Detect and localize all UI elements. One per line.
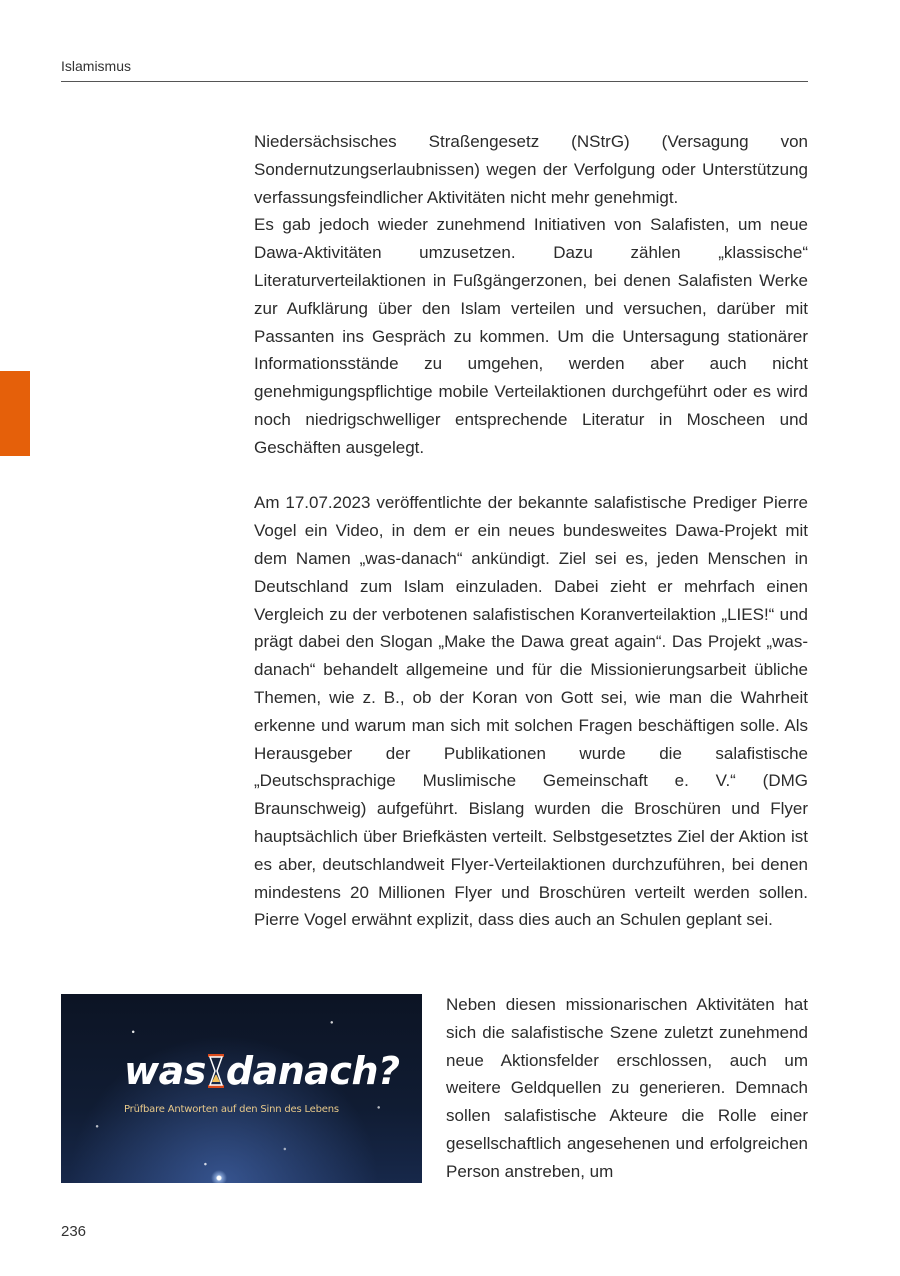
- logo-tagline: Prüfbare Antworten auf den Sinn des Lebens: [124, 1104, 339, 1115]
- star-glow: [211, 1170, 227, 1183]
- paragraph-3: Am 17.07.2023 veröffentlichte der bekannte salafistische Prediger Pierre Vogel ein Video, in dem er ein neues bundesweites Dawa-Projekt mit dem Namen „was-danach“ ankündigt. Ziel sei es, jeden Menschen in Deutschland zum Islam einzuladen. Dabei zieht er mehrfach einen Vergleich zu der verbotenen salafistischen Koranverteilaktion „LIES!“ und prägt dabei den Slogan „Make the Dawa great again“. Das Projekt „was-danach“ behandelt allgemeine und für die Missionierungsarbeit übliche Themen, wie z. B., ob der Koran von Gott sei, wie man die Wahrheit erkenne und warum man sich mit solchen Fragen beschäftigen solle. Als Herausgeber der Publikationen wurde die salafistische „Deutschsprachige Muslimische Gemeinschaft e. V.“ (DMG Braunschweig) aufgeführt. Bislang wurden die Broschüren und Flyer hauptsächlich über Briefkästen verteilt. Selbstgesetztes Ziel der Aktion ist es aber, deutschlandweit Flyer-Verteilaktionen durchzuführen, bei denen mindestens 20 Millionen Flyer und Broschüren verteilt werden sollen. Pierre Vogel erwähnt explizit, dass dies auch an Schulen geplant sei.: [254, 493, 808, 930]
- paragraph-2: Es gab jedoch wieder zunehmend Initiativen von Salafisten, um neue Dawa-Aktivitäten umzusetzen. Dazu zählen „klassische“ Literaturverteilaktionen in Fußgängerzonen, bei denen Salafisten Werke zur Aufklärung über den Islam verteilen und versuchen, darüber mit Passanten ins Gespräch zu kommen. Um die Untersagung stationärer Informationsstände zu umgehen, werden aber auch nicht genehmigungspflichtige mobile Verteilaktionen durchgeführt oder es wird noch niedrigschwelliger entsprechende Literatur in Moscheen und Geschäften ausgelegt.: [254, 215, 808, 457]
- chapter-marker-tab: [0, 371, 30, 456]
- logo-wordmark: [124, 1046, 400, 1096]
- side-text-column: [446, 991, 808, 1186]
- page-number: 236: [61, 1223, 87, 1240]
- logo-text-was: was: [124, 1049, 206, 1093]
- header-divider: [61, 81, 808, 82]
- side-paragraph: Neben diesen missionarischen Aktivitäten hat sich die salafistische Szene zuletzt zunehmend neue Aktionsfelder erschlossen, auch um weitere Geldquellen zu generieren. Demnach sollen salafistische Akteure die Rolle einer gesellschaftlich angesehenen und erfolgreichen Person anstreben, um: [446, 995, 808, 1181]
- paragraph-1: Niedersächsisches Straßengesetz (NStrG) (Versagung von Sondernutzungserlaubnissen) wegen der Verfolgung oder Unterstützung verfassungsfeindlicher Aktivitäten nicht mehr genehmigt.: [254, 132, 808, 207]
- running-header: Islamismus: [61, 58, 132, 74]
- was-danach-logo-image: [61, 994, 422, 1183]
- hourglass-icon: [207, 1053, 225, 1089]
- logo-text-danach: danach?: [225, 1049, 400, 1093]
- main-text-column: [254, 128, 808, 934]
